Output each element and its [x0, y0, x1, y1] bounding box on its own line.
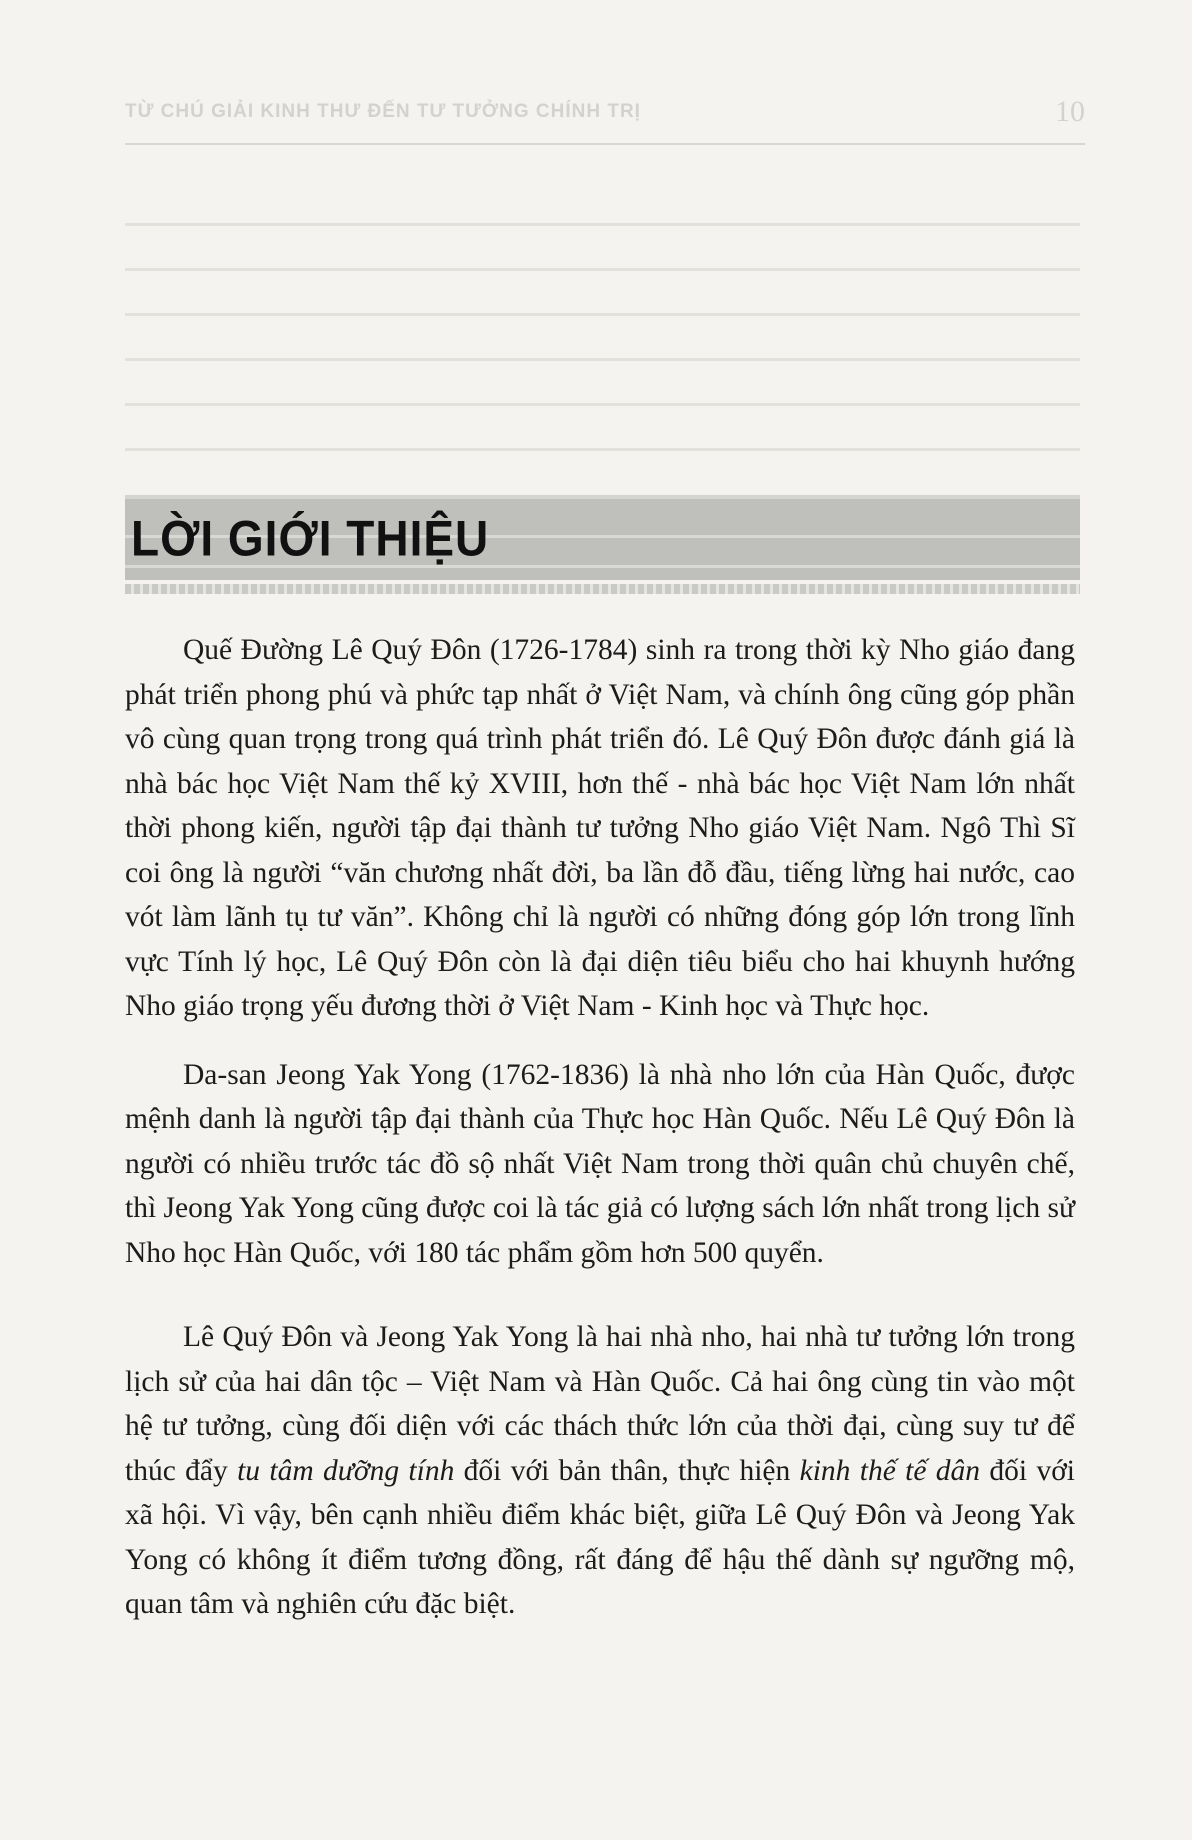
running-header-title: TỪ CHÚ GIẢI KINH THƯ ĐẾN TƯ TƯỞNG CHÍNH TRỊ [125, 101, 641, 122]
show-through-line [125, 430, 1080, 470]
heading-band [125, 495, 1080, 580]
section-heading: LỜI GIỚI THIỆU [131, 510, 490, 567]
show-through-line [125, 340, 1080, 380]
paragraph-3 [125, 1315, 1075, 1627]
show-through-line [125, 205, 1080, 245]
paragraph-3-italic-2: kinh thế tế dân [799, 1454, 981, 1487]
show-through-line [125, 295, 1080, 335]
heading-underline [125, 584, 1080, 594]
paragraph-1: Quế Đường Lê Quý Đôn (1726-1784) sinh ra trong thời kỳ Nho giáo đang phát triển phong phú và phức tạp nhất ở Việt Nam, và chính ông cũng góp phần vô cùng quan trọng trong quá trình phát triển đó. Lê Quý Đôn được đánh giá là nhà bác học Việt Nam thế kỷ XVIII, hơn thế - nhà bác học Việt Nam lớn nhất thời phong kiến, người tập đại thành tư tưởng Nho giáo Việt Nam. Ngô Thì Sĩ coi ông là người “văn chương nhất đời, ba lần đỗ đầu, tiếng lừng hai nước, cao vót làm lãnh tụ tư văn”. Không chỉ là người có những đóng góp lớn trong lĩnh vực Tính lý học, Lê Quý Đôn còn là đại diện tiêu biểu cho hai khuynh hướng Nho giáo trọng yếu đương thời ở Việt Nam - Kinh học và Thực học. [125, 634, 1075, 1022]
paragraph-3-text-b: đối với bản thân, thực hiện [454, 1454, 800, 1487]
paragraph-3-italic-1: tu tâm dưỡng tính [237, 1454, 455, 1487]
paragraph-2: Da-san Jeong Yak Yong (1762-1836) là nhà nho lớn của Hàn Quốc, được mệnh danh là người tập đại thành của Thực học Hàn Quốc. Nếu Lê Quý Đôn là người có nhiều trước tác đồ sộ nhất Việt Nam trong thời quân chủ chuyên chế, thì Jeong Yak Yong cũng được coi là tác giả có lượng sách lớn nhất trong lịch sử Nho học Hàn Quốc, với 180 tác phẩm gồm hơn 500 quyển. [125, 1058, 1075, 1269]
show-through-line [125, 385, 1080, 425]
body-text [125, 628, 1075, 1627]
running-header [125, 95, 1085, 145]
paragraph-3-text-a: Lê Quý Đôn và Jeong Yak Yong là hai nhà nho, hai nhà tư tưởng lớn trong lịch sử của hai dân tộc – Việt Nam và Hàn Quốc. Cả hai ông cùng tin vào một hệ tư tưởng, cùng đối diện với các thách thức lớn của thời đại, cùng suy tư để thúc đẩy [125, 1321, 1075, 1487]
show-through-line [125, 250, 1080, 290]
paragraph-3-text-c: đối với xã hội. Vì vậy, bên cạnh nhiều điểm khác biệt, giữa Lê Quý Đôn và Jeong Yak Yong có không ít điểm tương đồng, rất đáng để hậu thế dành sự ngưỡng mộ, quan tâm và nghiên cứu đặc biệt. [125, 1454, 1076, 1620]
page-number: 10 [1055, 95, 1085, 128]
